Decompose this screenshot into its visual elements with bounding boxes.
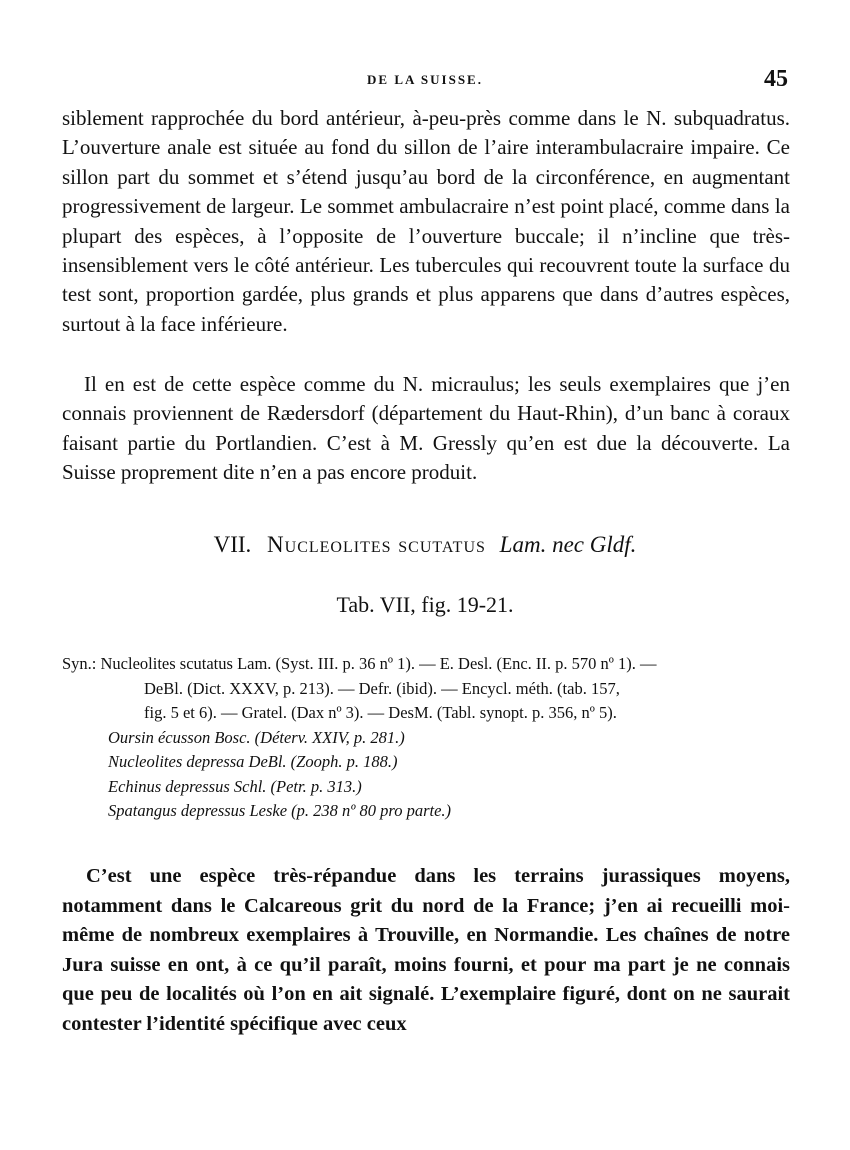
running-title: DE LA SUISSE. [367, 72, 483, 87]
paragraph-3: C’est une espèce très-répandue dans les terrains jurassiques moyens, notamment dans le Calcareous grit du nord de la France; j’en ai recueilli moi-même de nombreux exemplaires à Trouville, en Normandie. Les chaînes de notre Jura suisse en ont, à ce qu’il paraît, moins fourni, et pour ma part je ne connais que peu de localités où l’on en ait signalé. L’exemplaire figuré, dont on ne saurait contester l’identité spécifique avec ceux [62, 865, 790, 1035]
synonymy-line: Nucleolites depressa DeBl. (Zooph. p. 188.) [108, 752, 398, 771]
paragraph-3-block [62, 862, 790, 1039]
synonymy-line: DeBl. (Dict. XXXV, p. 213). — Defr. (ibid). — Encycl. méth. (tab. 157, [144, 678, 620, 698]
species-number: VII. [213, 532, 252, 557]
species-heading [0, 532, 850, 558]
plate-reference: Tab. VII, fig. 19-21. [336, 592, 514, 617]
synonymy-line: Echinus depressus Schl. (Petr. p. 313.) [108, 776, 362, 796]
synonymy-entry: Nucleolites scutatus Lam. (Syst. III. p. 36 nº 1). — E. Desl. (Enc. II. p. 570 nº 1). — [100, 654, 657, 673]
paragraph-1-block [62, 104, 790, 339]
synonymy-line: Spatangus depressus Leske (p. 238 nº 80 pro parte.) [108, 801, 452, 820]
paragraph-2: Il en est de cette espèce comme du N. micraulus; les seuls exemplaires que j’en connais proviennent de Rædersdorf (département du Haut-Rhin), d’un banc à coraux faisant partie du Portlandien. C’est à M. Gressly qu’en est due la découverte. La Suisse proprement dite n’en a pas encore produit. [62, 372, 790, 485]
page-number: 45 [764, 66, 788, 92]
synonymy-line: fig. 5 et 6). — Gratel. (Dax nº 3). — DesM. (Tabl. synopt. p. 356, nº 5). [144, 703, 617, 722]
paragraph-2-block [62, 370, 790, 488]
species-name: Nucleolites scutatus [267, 532, 486, 557]
paragraph-1: siblement rapprochée du bord antérieur, à-peu-près comme dans le N. subquadratus. L’ouverture anale est située au fond du sillon de l’aire interambulacraire impaire. Ce sillon part du sommet et s’étend jusqu’au bord de la circonférence, en augmentant progressivement de largeur. Le sommet ambulacraire n’est point placé, comme dans la plupart des espèces, à l’opposite de l’ouverture buccale; il n’incline que très-insensiblement vers le côté antérieur. Les tubercules qui recouvrent toute la surface du test sont, proportion gardée, plus grands et plus apparens que dans d’autres espèces, surtout à la face inférieure. [62, 106, 790, 336]
synonymy-block [62, 652, 792, 824]
synonymy-line: Oursin écusson Bosc. (Déterv. XXIV, p. 281.) [108, 727, 405, 747]
page-header [0, 66, 850, 96]
species-authority: Lam. nec Gldf. [499, 532, 637, 557]
synonymy-label: Syn.: [62, 654, 97, 673]
synonymy-line [62, 652, 792, 677]
